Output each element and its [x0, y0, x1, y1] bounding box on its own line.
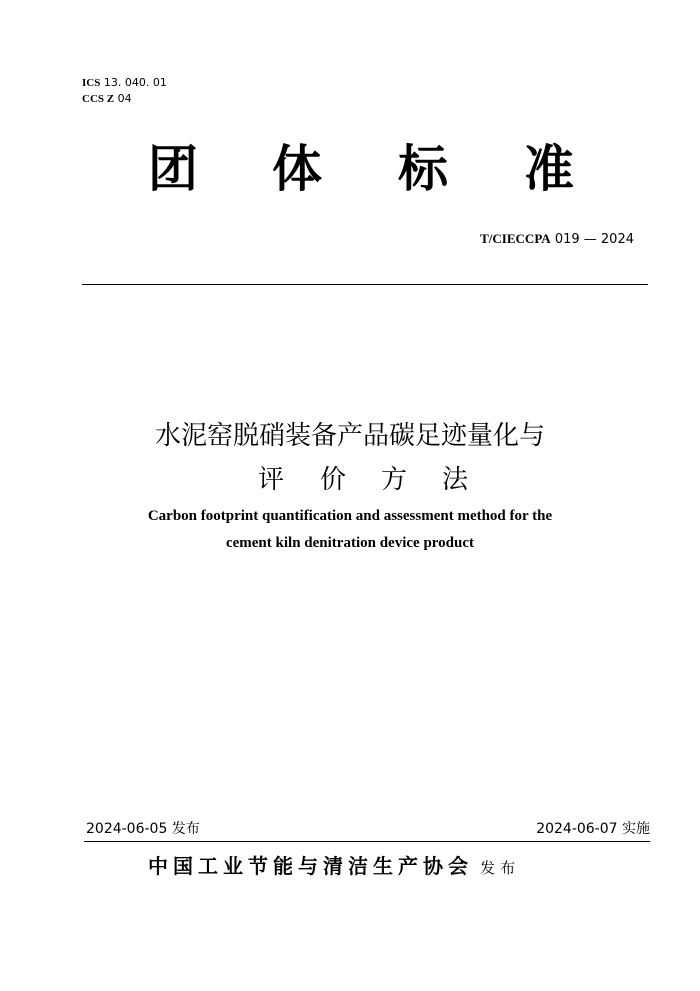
standard-number-rest: 019 — 2024	[554, 232, 634, 247]
title-char-4: 准	[524, 140, 574, 198]
standard-number-prefix: T/CIECCPA	[480, 231, 551, 246]
title-char-2: 体	[272, 140, 322, 198]
top-divider	[82, 284, 648, 285]
chinese-title-char-3: 方	[381, 465, 408, 495]
standard-number	[480, 230, 634, 249]
ccs-value: 04	[117, 92, 132, 105]
title-char-3: 标	[398, 140, 448, 198]
chinese-title-char-4: 法	[442, 465, 469, 495]
chinese-title-line-2	[0, 462, 700, 498]
publisher-name: 中国工业节能与清洁生产协会	[148, 854, 473, 878]
ccs-code	[82, 92, 132, 106]
chinese-title-char-1: 评	[258, 465, 285, 495]
english-title-line-2: cement kiln denitration device product	[225, 535, 475, 551]
chinese-title-line-1: 水泥窑脱硝装备产品碳足迹量化与	[154, 421, 545, 451]
implementation-date: 2024-06-07 实施	[536, 821, 650, 837]
publisher-suffix: 发布	[480, 859, 521, 877]
ics-label: ICS	[82, 77, 101, 89]
ics-value: 13. 040. 01	[103, 76, 167, 89]
ccs-label: CCS Z	[82, 93, 115, 105]
title-char-1: 团	[148, 140, 198, 198]
ics-code	[82, 76, 167, 90]
english-title-line-1: Carbon footprint quantification and assessment method for the	[147, 508, 553, 524]
bottom-divider	[84, 841, 650, 842]
publisher-line	[148, 852, 520, 882]
document-type-title	[0, 137, 700, 207]
chinese-title-char-2: 价	[320, 465, 347, 495]
issue-date: 2024-06-05 发布	[86, 821, 200, 837]
